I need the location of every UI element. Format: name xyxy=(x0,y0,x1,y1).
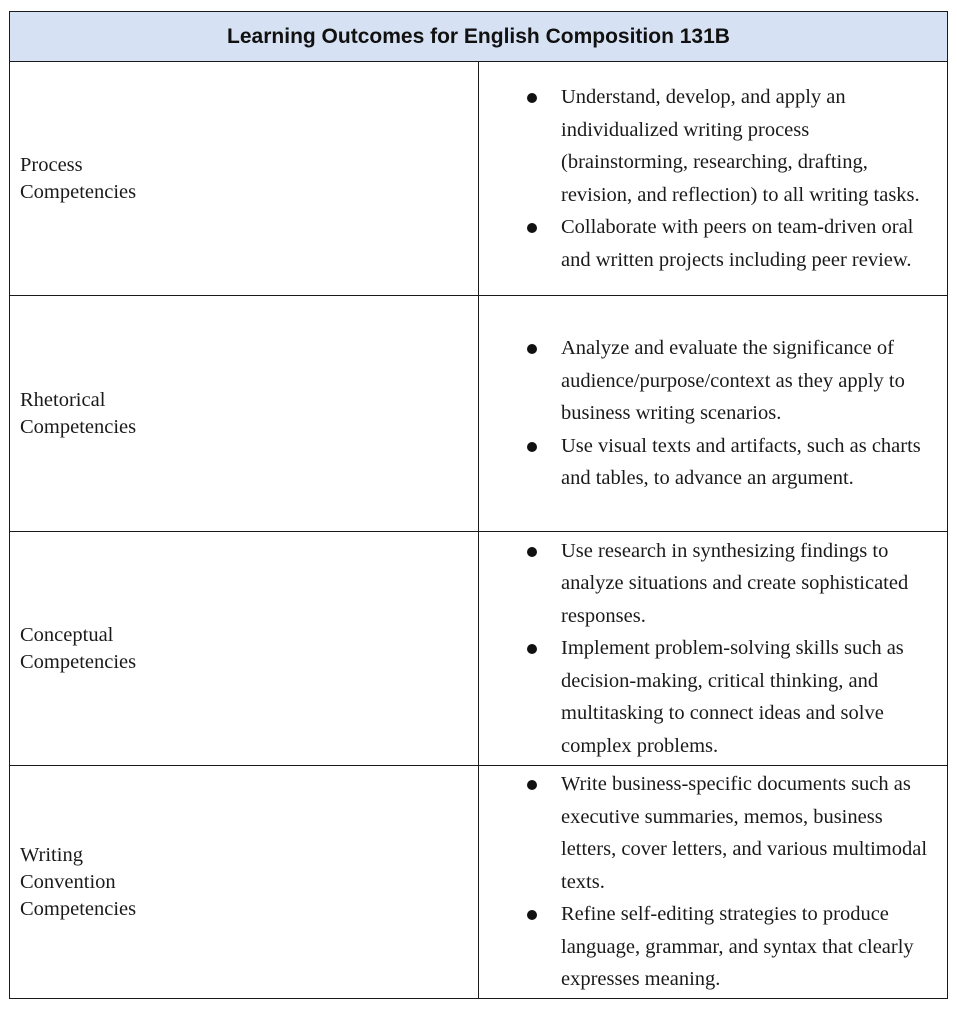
outcome-list xyxy=(479,332,935,495)
row-content-conceptual xyxy=(479,532,948,766)
row-label-writing-convention xyxy=(10,766,479,999)
table-row xyxy=(10,766,948,999)
list-item-text: Collaborate with peers on team-driven oral and written projects including peer review. xyxy=(561,216,914,271)
list-item-text: Refine self-editing strategies to produce language, grammar, and syntax that clearly expresses meaning. xyxy=(561,903,914,991)
list-item-text: Write business-specific documents such as executive summaries, memos, business letters, cover letters, and various multimodal texts. xyxy=(561,773,928,893)
label-line: Competencies xyxy=(20,897,137,920)
table-row xyxy=(10,296,948,532)
table-row xyxy=(10,532,948,766)
list-item-text: Use visual texts and artifacts, such as charts and tables, to advance an argument. xyxy=(561,434,921,490)
bullet-dot-icon xyxy=(527,780,537,790)
row-label-conceptual xyxy=(10,532,479,766)
bullet-dot-icon xyxy=(527,344,537,354)
list-item-text: Implement problem-solving skills such as decision-making, critical thinking, and multitasking to connect ideas and solve complex problems. xyxy=(561,637,904,757)
row-content-rhetorical xyxy=(479,296,948,532)
list-item-text: Use research in synthesizing findings to analyze situations and create sophisticated responses. xyxy=(561,539,909,627)
row-label-rhetorical xyxy=(10,296,479,532)
bullet-dot-icon xyxy=(527,910,537,920)
row-content-process xyxy=(479,62,948,296)
list-item xyxy=(479,898,935,996)
bullet-dot-icon xyxy=(527,547,537,557)
outcome-list xyxy=(479,81,935,276)
label-line: Competencies xyxy=(20,415,137,438)
table-title: Learning Outcomes for English Composition 131B xyxy=(10,12,948,62)
list-item xyxy=(479,211,935,276)
learning-outcomes-table xyxy=(9,11,948,999)
row-content-writing-convention xyxy=(479,766,948,999)
label-line: Competencies xyxy=(20,180,137,203)
header-row xyxy=(10,12,948,62)
list-item-text: Understand, develop, and apply an individualized writing process (brainstorming, researching, drafting, revision, and reflection) to all writing tasks. xyxy=(561,86,920,206)
bullet-dot-icon xyxy=(527,644,537,654)
bullet-dot-icon xyxy=(527,93,537,103)
list-item xyxy=(479,535,935,633)
label-line: Competencies xyxy=(20,650,137,673)
label-line: Process xyxy=(20,153,83,176)
label-line: Conceptual xyxy=(20,623,114,646)
outcome-list xyxy=(479,535,935,763)
list-item-text: Analyze and evaluate the significance of audience/purpose/context as they apply to business writing scenarios. xyxy=(561,337,905,425)
row-label-process xyxy=(10,62,479,296)
list-item xyxy=(479,632,935,762)
bullet-dot-icon xyxy=(527,442,537,452)
list-item xyxy=(479,332,935,430)
list-item xyxy=(479,430,935,495)
table-row xyxy=(10,62,948,296)
label-line: Writing xyxy=(20,843,83,866)
list-item xyxy=(479,81,935,211)
bullet-dot-icon xyxy=(527,223,537,233)
outcome-list xyxy=(479,768,935,996)
label-line: Convention xyxy=(20,870,116,893)
label-line: Rhetorical xyxy=(20,388,106,411)
list-item xyxy=(479,768,935,898)
